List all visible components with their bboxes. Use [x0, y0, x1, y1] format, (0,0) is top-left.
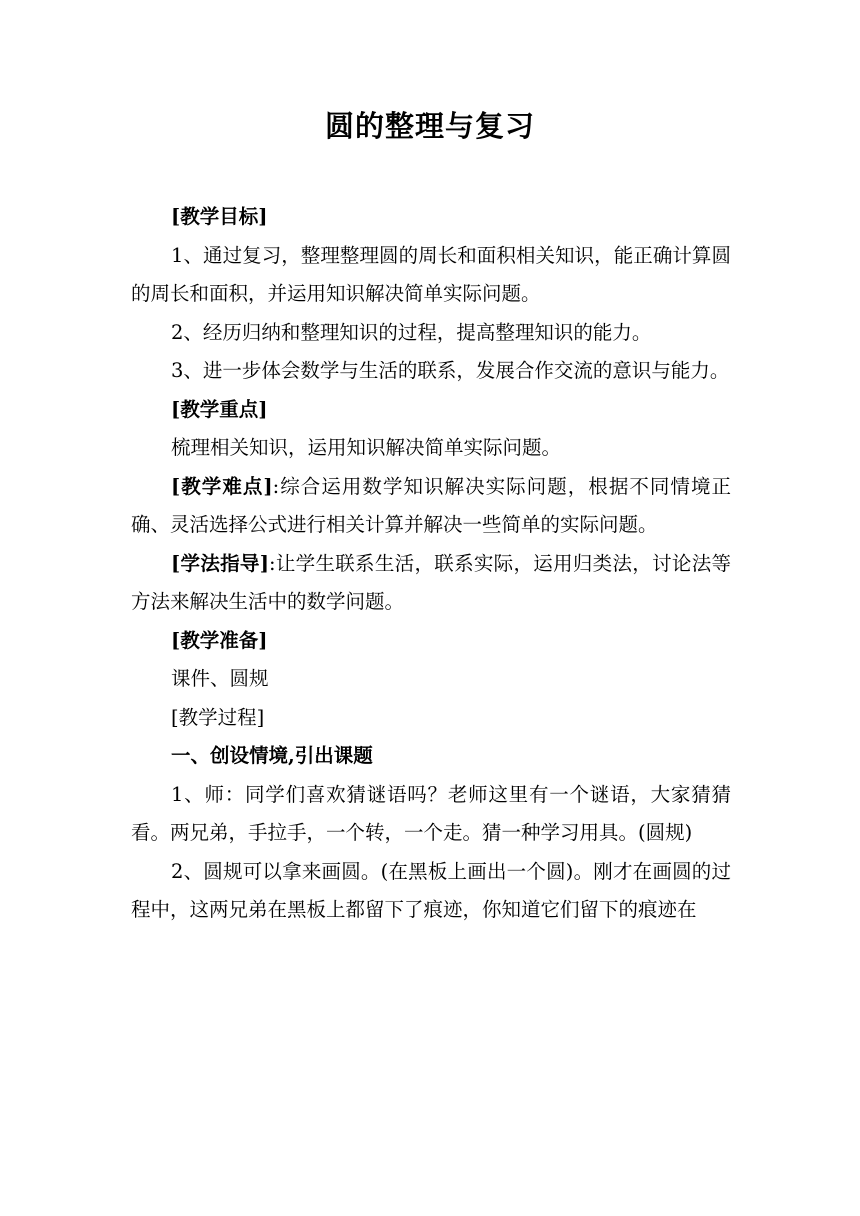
- goal-3: 3、进一步体会数学与生活的联系，发展合作交流的意识与能力。: [171, 359, 730, 382]
- difficulty-text: :综合运用数学知识解决实际问题，根据不同情境正确、灵活选择公式进行相关计算并解决一些简单的实际问题。: [131, 474, 732, 536]
- goal-1: 1、通过复习，整理整理圆的周长和面积相关知识，能正确计算圆的周长和面积，并运用知识解决简单实际问题。: [131, 243, 731, 305]
- preparation-text: 课件、圆规: [171, 667, 269, 690]
- method-text: :让学生联系生活，联系实际，运用归类法，讨论法等方法来解决生活中的数学问题。: [131, 551, 731, 613]
- goal-2: 2、经历归纳和整理知识的过程，提高整理知识的能力。: [171, 320, 652, 344]
- key-points-heading: [教学重点]: [171, 397, 268, 421]
- document-body: [131, 198, 731, 930]
- goals-heading: [教学目标]: [171, 205, 268, 228]
- method-paragraph: [131, 545, 731, 622]
- method-label: [学法指导]: [171, 551, 269, 575]
- key-points-text: 梳理相关知识，运用知识解决简单实际问题。: [171, 436, 562, 459]
- section-1-heading: 一、创设情境,引出课题: [171, 744, 373, 767]
- process-step-2: 2、圆规可以拿来画圆。(在黑板上画出一个圆)。刚才在画圆的过程中，这两兄弟在黑板上都留下了痕迹，你知道它们留下的痕迹在: [131, 859, 731, 921]
- difficulty-paragraph: [131, 468, 731, 545]
- document-title: 圆的整理与复习: [324, 109, 535, 143]
- difficulty-label: [教学难点]: [171, 474, 273, 498]
- preparation-heading: [教学准备]: [171, 628, 268, 652]
- process-step-1: 1、师：同学们喜欢猜谜语吗？老师这里有一个谜语，大家猜猜看。两兄弟，手拉手，一个转，一个走。猜一种学习用具。(圆规): [131, 782, 731, 844]
- process-heading: [教学过程]: [171, 705, 265, 729]
